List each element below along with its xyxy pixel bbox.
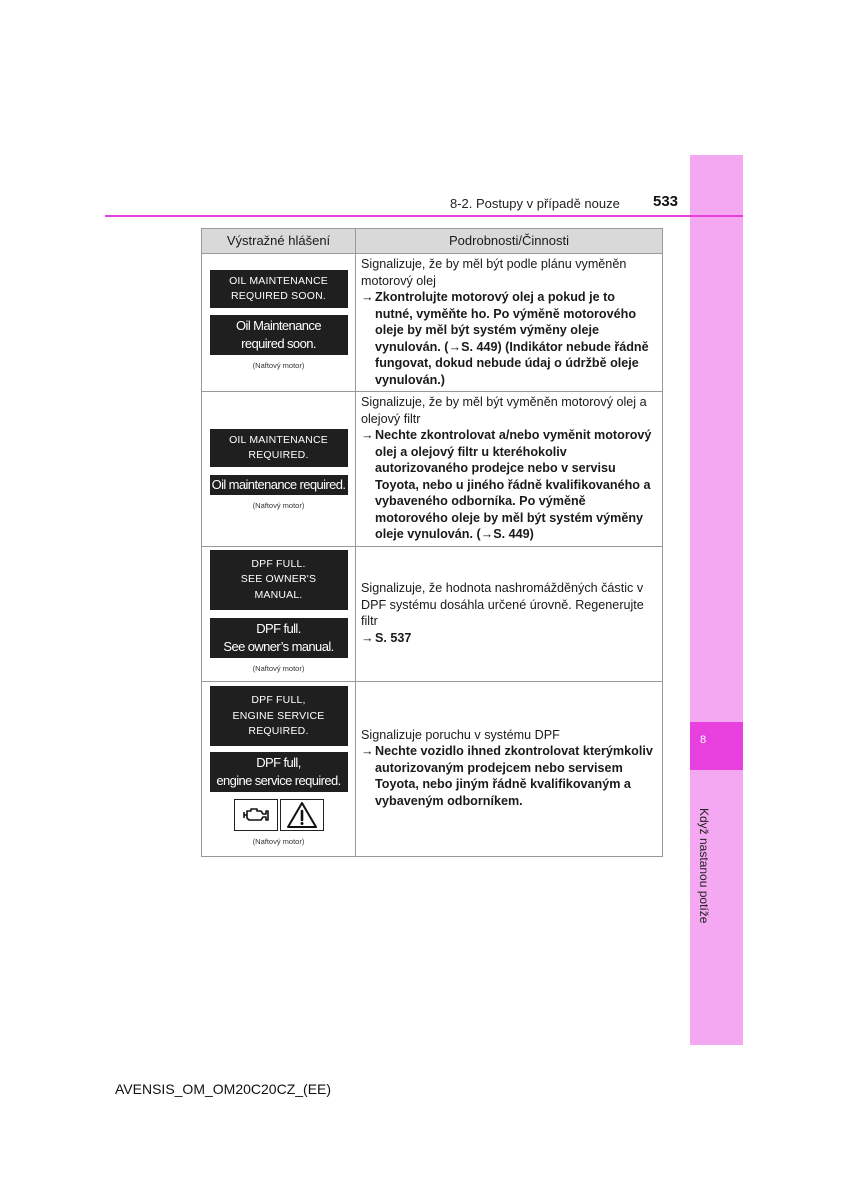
details-intro: Signalizuje poruchu v systému DPF <box>361 727 560 742</box>
display-line: Oil maintenance required. <box>211 477 346 492</box>
details-intro: Signalizuje, že hodnota nashromážděných částic v DPF systému dosáhla určené úrovně. Regenerujte filtr <box>361 581 644 628</box>
display-line: REQUIRED SOON. <box>231 290 326 303</box>
details-cell <box>356 392 663 547</box>
display-line: DPF full, <box>256 755 301 771</box>
details-intro: Signalizuje, že by měl být vyměněn motorový olej a olejový filtr <box>361 395 647 426</box>
header-divider <box>105 215 743 217</box>
warning-display-mixed <box>210 752 348 792</box>
display-line: See owner’s manual. <box>223 638 334 654</box>
diesel-note: (Naftový motor) <box>252 361 305 371</box>
display-line: ENGINE SERVICE <box>232 709 325 722</box>
display-line: engine service required. <box>216 773 341 789</box>
display-line: DPF full. <box>256 620 301 636</box>
warning-display-mixed <box>210 315 348 355</box>
display-line: REQUIRED. <box>248 449 309 461</box>
arrow-icon: → <box>361 630 374 645</box>
table-row <box>202 254 663 392</box>
warning-cell <box>202 546 356 681</box>
arrow-icon: → <box>361 428 374 442</box>
details-action: Nechte vozidlo ihned zkontrolovat kterýmkoliv autorizovaným prodejcem nebo servisem Toyota, nebo jiným řádně kvalifikovaným a vybaveným odborníkem. <box>375 744 653 808</box>
diesel-note: (Naftový motor) <box>252 663 305 673</box>
table-header-row <box>202 229 663 254</box>
table-row <box>202 681 663 856</box>
warning-display-caps <box>210 270 348 308</box>
details-intro: Signalizuje, že by měl být podle plánu vyměněn motorový olej <box>361 257 627 288</box>
col-header-warning: Výstražné hlášení <box>202 229 356 254</box>
display-line: OIL MAINTENANCE <box>229 274 328 287</box>
display-line: required soon. <box>241 336 316 352</box>
table-row <box>202 392 663 547</box>
warning-cell <box>202 681 356 856</box>
details-cell <box>356 546 663 681</box>
details-action: S. 537 <box>375 630 412 645</box>
display-line: MANUAL. <box>254 588 303 601</box>
warning-cell <box>202 392 356 547</box>
diesel-note: (Naftový motor) <box>252 501 305 510</box>
section-title: 8-2. Postupy v případě nouze <box>450 196 620 211</box>
details-cell <box>356 254 663 392</box>
details-cell <box>356 681 663 856</box>
side-tab-label: Když nastanou potíže <box>697 808 711 924</box>
display-line: REQUIRED. <box>248 725 309 737</box>
warning-display-caps <box>210 429 348 467</box>
display-line: SEE OWNER'S <box>240 573 317 585</box>
arrow-icon: → <box>361 744 374 759</box>
col-header-details: Podrobnosti/Činnosti <box>356 229 663 254</box>
display-line: Oil Maintenance <box>236 318 321 334</box>
warning-display-mixed <box>210 475 348 495</box>
table-row <box>202 546 663 681</box>
warning-triangle-icon <box>280 799 324 831</box>
display-line: DPF FULL. <box>251 557 306 570</box>
warning-cell <box>202 254 356 392</box>
display-line: OIL MAINTENANCE <box>229 433 328 446</box>
details-action: Zkontrolujte motorový olej a pokud je to nutné, vyměňte ho. Po výměně motorového oleje by měl být systém výměny oleje vynulován. (→S. 449) (Indikátor nebude řádně fungovat, dokud nebude údaj o údržbě oleje vynulován.) <box>375 290 649 387</box>
warning-icons <box>202 799 355 831</box>
arrow-icon: → <box>361 290 374 304</box>
warning-display-mixed <box>210 618 348 658</box>
side-tab-marker <box>690 722 743 770</box>
warning-table <box>201 228 663 857</box>
details-action: Nechte zkontrolovat a/nebo vyměnit motorový olej a olejový filtr u kteréhokoliv autorizovaného prodejce nebo v servisu Toyota, nebo u jiného řádně kvalifikovaného a vybaveného odborníka. Po výměně motorového oleje by měl být systém výměny oleje vynulován. (→S. 449) <box>375 428 652 541</box>
side-tab-number: 8 <box>700 734 707 746</box>
document-code: AVENSIS_OM_OM20C20CZ_(EE) <box>115 1081 332 1097</box>
warning-display-caps <box>210 686 348 746</box>
warning-display-caps <box>210 550 348 610</box>
engine-check-icon <box>234 799 278 831</box>
page-number: 533 <box>653 193 679 210</box>
diesel-note: (Naftový motor) <box>252 837 305 847</box>
display-line: DPF FULL, <box>251 694 306 706</box>
